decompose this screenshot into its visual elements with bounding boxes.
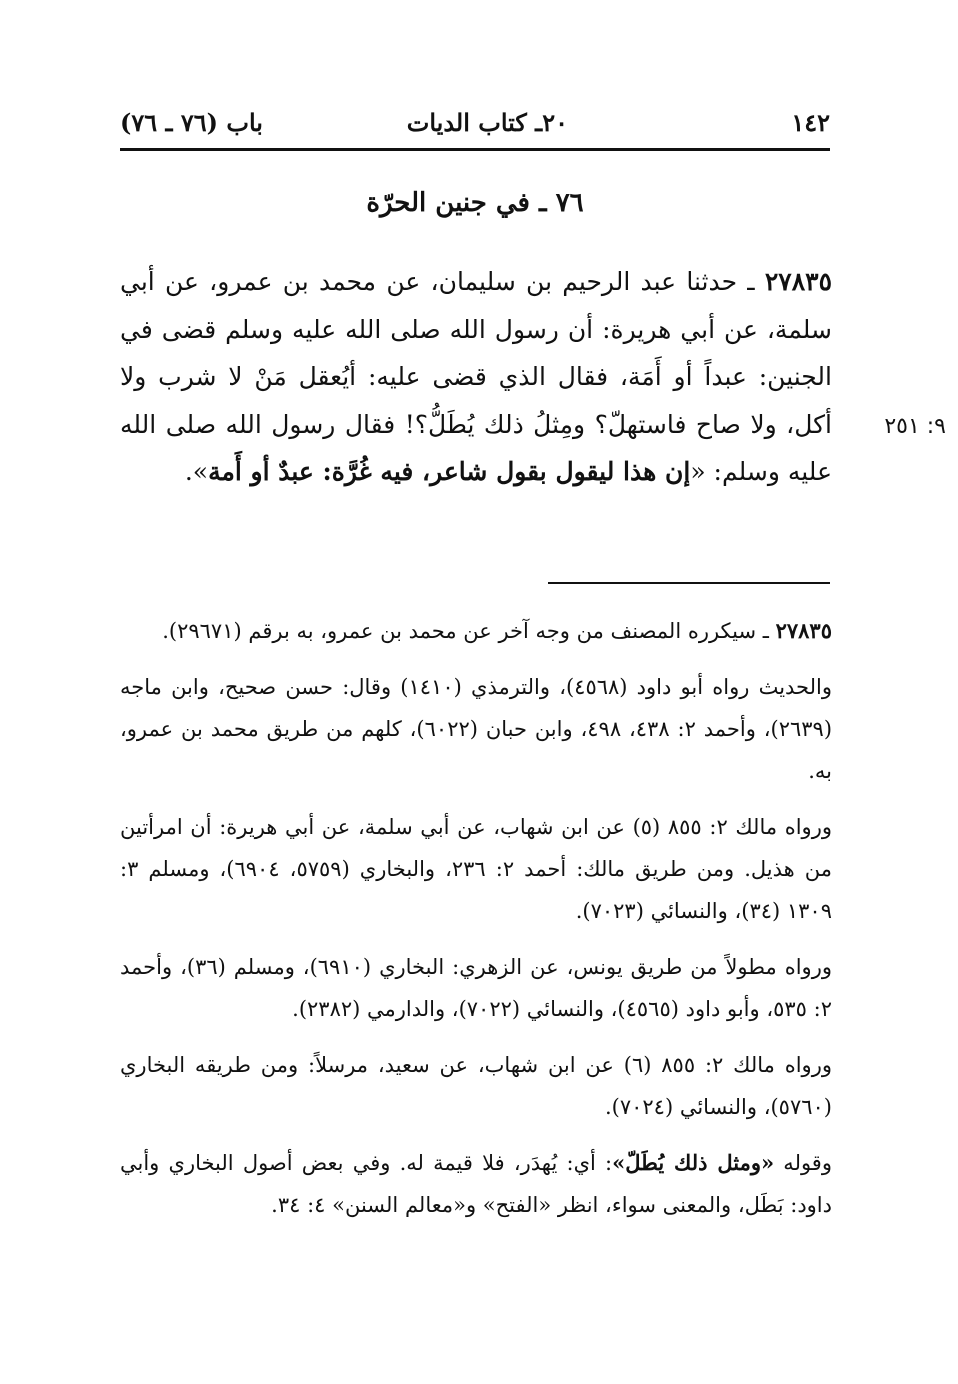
hadith-closing: ». [184,457,209,486]
footnote-lead: وقوله [774,1151,832,1175]
footnote-paragraph: ورواه مالك ٢: ٨٥٥ (٥) عن ابن شهاب، عن أبي سلمة، عن أبي هريرة: أن امرأتين من هذيل. ومن طريق مالك: أحمد ٢: ٢٣٦، والبخاري (٥٧٥٩، ٦٩٠٤)، ومسلم ٣: ١٣٠٩ (٣٤)، والنسائي (٧٠٢٣). [120,815,832,923]
book-title: ٢٠ـ كتاب الديات [406,108,568,137]
hadith-number: ٢٧٨٣٥ [764,267,832,296]
hadith-text [120,258,832,496]
chapter-range: باب (٧٦ ـ ٧٦) [120,108,263,137]
hadith-body: ـ حدثنا عبد الرحيم بن سليمان، عن محمد بن عمرو، عن أبي سلمة، عن أبي هريرة: أن رسول الله صلى الله عليه وسلم قضى في الجنين: عبداً أو أَمَة، فقال الذي قضى عليه: أيُعقل مَنْ لا شرب ولا أكل، ولا صاح فاستهلّ؟ ومِثلُ ذلك يُطَلُّ؟! فقال رسول الله صلى الله عليه وسلم: « [120,267,832,486]
footnote-number: ٢٧٨٣٥ [775,618,832,643]
margin-reference: ٩: ٢٥١ [884,414,946,439]
page-number: ١٤٢ [791,108,830,137]
footnote-paragraph: ورواه مطولاً من طريق يونس، عن الزهري: البخاري (٦٩١٠)، ومسلم (٣٦)، وأحمد ٢: ٥٣٥، وأبو داود (٤٥٦٥)، والنسائي (٧٠٢٢)، والدارمي (٢٣٨٢). [120,955,832,1021]
running-header [120,108,830,144]
footnote-separator [548,582,830,584]
footnote-text: ـ سيكرره المصنف من وجه آخر عن محمد بن عمرو، به برقم (٢٩٦٧١). [162,619,776,643]
footnote-paragraph [120,1142,832,1226]
footnote-paragraph: ورواه مالك ٢: ٨٥٥ (٦) عن ابن شهاب، عن سعيد، مرسلاً: ومن طريقه البخاري (٥٧٦٠)، والنسائي (٧٠٢٤). [120,1053,832,1119]
footnote-paragraph [120,610,832,652]
footnote-text: : أي: يُهدَر، فلا قيمة له. وفي بعض أصول البخاري وأبي داود: بَطَل، والمعنى سواء، انظر «الفتح» و«معالم السنن» ٤: ٣٤. [120,1151,832,1217]
header-rule [120,148,830,151]
footnote-quoted-phrase: «ومثل ذلك يُطَلّ» [612,1150,775,1175]
footnote-paragraph: والحديث رواه أبو داود (٤٥٦٨)، والترمذي (١٤١٠) وقال: حسن صحيح، وابن ماجه (٢٦٣٩)، وأحمد ٢: ٤٣٨، ٤٩٨، وابن حبان (٦٠٢٢)، كلهم من طريق محمد بن عمرو، به. [120,675,833,783]
footnotes [120,610,832,1240]
section-title: ٧٦ ـ في جنين الحرّة [366,188,584,218]
hadith-quote: إن هذا ليقول بقول شاعر، فيه غُرَّة: عبدٌ أو أَمة [208,457,691,486]
